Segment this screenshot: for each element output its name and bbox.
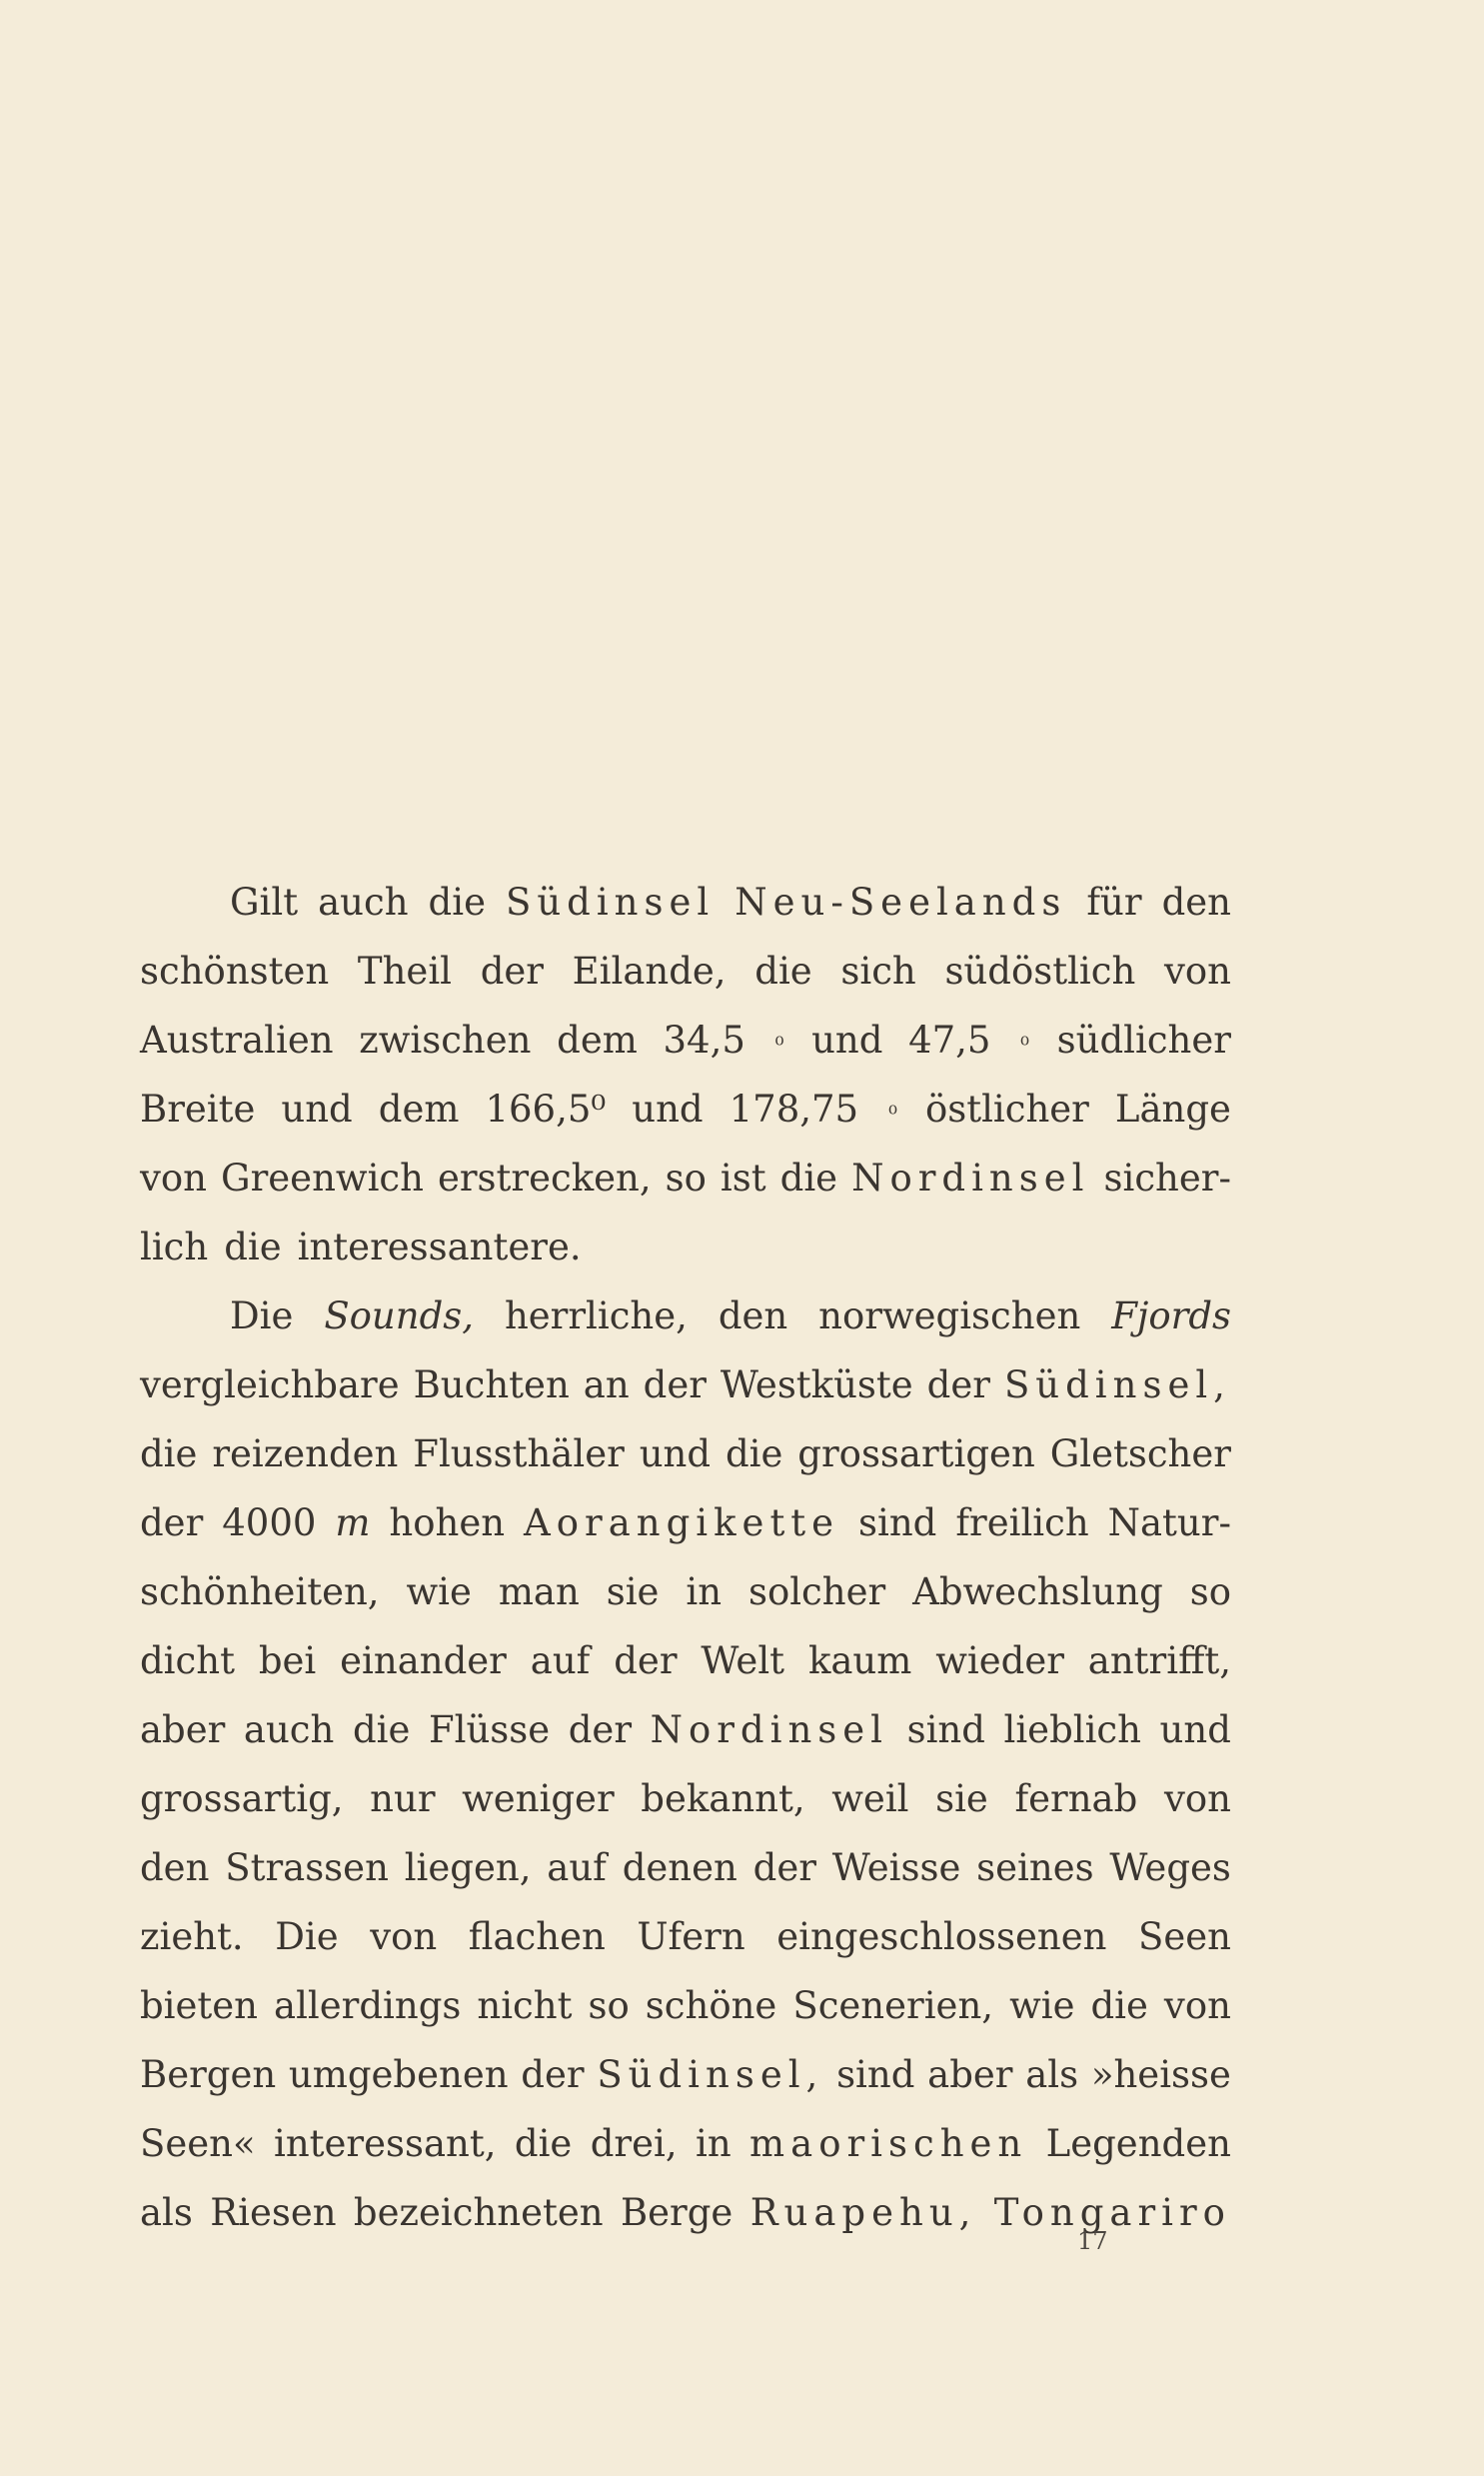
text-line [140, 1626, 1231, 1695]
word: zwischen [359, 1019, 532, 1062]
word: vergleichbare [140, 1363, 400, 1406]
word: allerdings [274, 1984, 462, 2027]
word: weil [831, 1777, 909, 1820]
word: ⁰ [774, 1034, 784, 1059]
word: so [665, 1157, 707, 1200]
word: der [614, 1639, 678, 1682]
word: Nordinsel [650, 1708, 888, 1751]
word: nur [370, 1777, 436, 1820]
word: der [926, 1363, 990, 1406]
word: 178,75 [729, 1088, 859, 1131]
word: Ruapehu, [749, 2191, 977, 2234]
word: 47,5 [908, 1019, 991, 1062]
word: den [140, 1846, 210, 1889]
word: Westküste [720, 1363, 913, 1406]
word: von [1163, 950, 1231, 993]
word: Strassen [225, 1846, 389, 1889]
word: als [140, 2191, 193, 2234]
text-line [140, 1833, 1231, 1902]
word: die [140, 1432, 198, 1475]
word: und [632, 1088, 704, 1131]
word: Neu-Seelands [735, 881, 1067, 924]
word: bekannt, [641, 1777, 805, 1820]
word: und [811, 1019, 883, 1062]
word: der [643, 1363, 707, 1406]
word: grossartigen [797, 1432, 1035, 1475]
word: Tongariro [993, 2191, 1231, 2234]
word: Berge [620, 2191, 734, 2234]
word: schönsten [140, 950, 330, 993]
word: in [695, 2122, 732, 2165]
word: die [224, 1226, 282, 1268]
word: die [779, 1157, 838, 1200]
word: dem [557, 1019, 638, 1062]
word: herrliche, [504, 1294, 688, 1337]
word: seines [976, 1846, 1094, 1889]
text-line [140, 1350, 1231, 1419]
word: sie [935, 1777, 988, 1820]
word: den [718, 1294, 788, 1337]
word: der [480, 950, 544, 993]
word: und [281, 1088, 353, 1131]
word: Aorangikette [524, 1501, 840, 1544]
word: maorischen [749, 2122, 1028, 2165]
word: interessant, [274, 2122, 497, 2165]
word: so [588, 1984, 630, 2027]
word: einander [340, 1639, 507, 1682]
word: von [1163, 1984, 1231, 2027]
page-number: 17 [1077, 2227, 1108, 2255]
word: auf [530, 1639, 591, 1682]
word: hohen [389, 1501, 506, 1544]
text-line [140, 1902, 1231, 1971]
word: antrifft, [1087, 1639, 1231, 1682]
word: an [583, 1363, 630, 1406]
text-line [140, 1006, 1231, 1075]
word: Nordinsel [851, 1157, 1090, 1200]
word: auch [243, 1708, 335, 1751]
text-line [140, 1764, 1231, 1833]
word: Riesen [210, 2191, 337, 2234]
word: Eilande, [572, 950, 727, 993]
word: Die [275, 1915, 339, 1958]
word: der [568, 1708, 633, 1751]
word: Fjords [1111, 1294, 1231, 1337]
word: ist [720, 1157, 766, 1200]
word: die [725, 1432, 783, 1475]
word: Weges [1109, 1846, 1231, 1889]
text-line [140, 1144, 1231, 1213]
word: liegen, [404, 1846, 532, 1889]
text-line [140, 1075, 1231, 1144]
word: die [514, 2122, 573, 2165]
word: Breite [140, 1088, 256, 1131]
word: in [686, 1570, 723, 1613]
word: sind [858, 1501, 937, 1544]
word: zieht. [140, 1915, 244, 1958]
text-line [140, 1488, 1231, 1557]
text-line [140, 1281, 1231, 1350]
word: Abwechslung [912, 1570, 1163, 1613]
word: interessantere. [297, 1226, 582, 1268]
word: die [352, 1708, 411, 1751]
word: erstrecken, [437, 1157, 652, 1200]
word: von [370, 1915, 438, 1958]
text-line [140, 1419, 1231, 1488]
word: nicht [477, 1984, 573, 2027]
word: Welt [701, 1639, 785, 1682]
word: Weisse [831, 1846, 961, 1889]
word: Theil [357, 950, 452, 993]
text-line [140, 2040, 1231, 2109]
word: südlicher [1056, 1019, 1231, 1062]
word: sie [606, 1570, 660, 1613]
word: Bergen [140, 2053, 277, 2096]
word: Die [230, 1294, 294, 1337]
word: 166,5⁰ [485, 1088, 607, 1131]
word: grossartig, [140, 1777, 344, 1820]
word: der [752, 1846, 816, 1889]
word: wieder [935, 1639, 1064, 1682]
word: für [1086, 881, 1142, 924]
word: solcher [747, 1570, 886, 1613]
word: Ufern [637, 1915, 745, 1958]
word: auch [318, 881, 409, 924]
word: sicher- [1103, 1157, 1231, 1200]
word: schönheiten, [140, 1570, 380, 1613]
word: der [521, 2053, 585, 2096]
word: lich [140, 1226, 209, 1268]
word: denen [622, 1846, 738, 1889]
word: Flussthäler [413, 1432, 625, 1475]
word: den [1161, 881, 1231, 924]
word: Gletscher [1049, 1432, 1231, 1475]
word: als [1025, 2053, 1079, 2096]
word: Südinsel, [597, 2053, 824, 2096]
word: kaum [807, 1639, 912, 1682]
word: freilich [955, 1501, 1089, 1544]
word: die [428, 881, 486, 924]
word: so [1189, 1570, 1231, 1613]
word: 34,5 [663, 1019, 745, 1062]
word: Scenerien, [792, 1984, 994, 2027]
word: wie [406, 1570, 472, 1613]
word: norwegischen [818, 1294, 1081, 1337]
word: wie [1009, 1984, 1075, 2027]
word: und [639, 1432, 712, 1475]
word: sich [840, 950, 916, 993]
word: m [335, 1501, 371, 1544]
word: Buchten [413, 1363, 570, 1406]
word: flachen [468, 1915, 606, 1958]
word: der [140, 1501, 204, 1544]
body-text [140, 868, 1231, 2247]
word: Südinsel [505, 881, 716, 924]
word: sind [906, 1708, 985, 1751]
word: aber [927, 2053, 1013, 2096]
word: südöstlich [944, 950, 1136, 993]
word: schöne [645, 1984, 777, 2027]
word: sind [836, 2053, 915, 2096]
word: aber [140, 1708, 226, 1751]
word: Legenden [1045, 2122, 1231, 2165]
word: Sounds, [324, 1294, 475, 1337]
word: ⁰ [888, 1103, 897, 1128]
word: bei [258, 1639, 317, 1682]
word: Gilt [230, 881, 299, 924]
word: Südinsel, [1003, 1363, 1231, 1406]
word: Seen [1138, 1915, 1231, 1958]
word: Flüsse [428, 1708, 551, 1751]
word: Seen« [140, 2122, 256, 2165]
word: Greenwich [221, 1157, 424, 1200]
text-line [140, 1695, 1231, 1764]
word: reizenden [212, 1432, 399, 1475]
word: ⁰ [1020, 1034, 1029, 1059]
text-line [140, 1971, 1231, 2040]
word: umgebenen [288, 2053, 509, 2096]
word: bezeichneten [353, 2191, 604, 2234]
word: von [140, 1157, 208, 1200]
word: die [754, 950, 812, 993]
text-line [140, 1213, 1231, 1281]
word: Länge [1114, 1088, 1231, 1131]
word: östlicher [924, 1088, 1089, 1131]
text-line [140, 2178, 1231, 2247]
word: weniger [462, 1777, 615, 1820]
text-line [140, 868, 1231, 937]
word: »heisse [1090, 2053, 1231, 2096]
word: Australien [140, 1019, 334, 1062]
text-line [140, 2109, 1231, 2178]
text-line [140, 1557, 1231, 1626]
word: dicht [140, 1639, 235, 1682]
word: von [1163, 1777, 1231, 1820]
word: bieten [140, 1984, 259, 2027]
word: 4000 [222, 1501, 317, 1544]
word: eingeschlossenen [776, 1915, 1107, 1958]
word: man [498, 1570, 580, 1613]
word: dem [378, 1088, 460, 1131]
word: auf [547, 1846, 607, 1889]
word: Natur- [1107, 1501, 1231, 1544]
word: und [1159, 1708, 1231, 1751]
word: drei, [590, 2122, 678, 2165]
word: fernab [1014, 1777, 1138, 1820]
word: die [1090, 1984, 1148, 2027]
word: lieblich [1003, 1708, 1141, 1751]
text-line [140, 937, 1231, 1006]
